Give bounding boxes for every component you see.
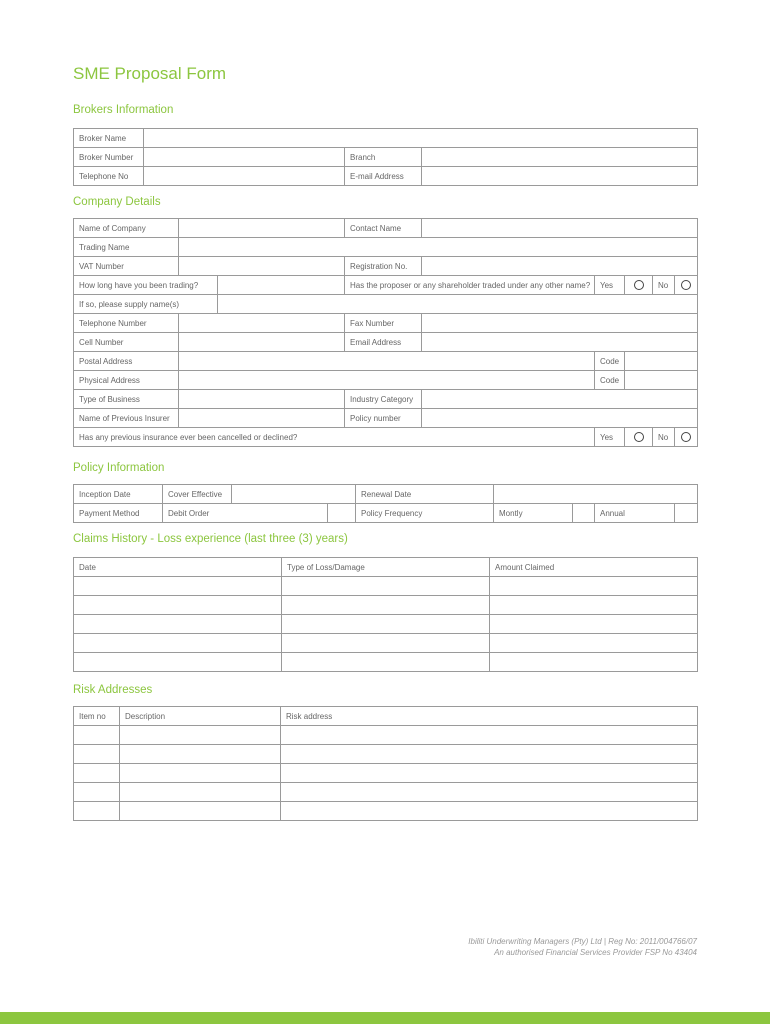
trading-name-label: Trading Name: [74, 238, 179, 257]
renewal-date-field[interactable]: [494, 485, 698, 504]
postal-code-field[interactable]: [625, 352, 698, 371]
description-cell[interactable]: [120, 764, 281, 783]
registration-no-label: Registration No.: [345, 257, 422, 276]
company-email-label: Email Address: [345, 333, 422, 352]
cell-number-label: Cell Number: [74, 333, 179, 352]
claims-table: [73, 557, 698, 672]
cancelled-yes-radio[interactable]: [625, 428, 653, 447]
branch-field[interactable]: [422, 148, 698, 167]
claims-header-row: [74, 558, 698, 577]
table-row: [74, 653, 698, 672]
annual-checkbox[interactable]: [675, 504, 698, 523]
vat-number-field[interactable]: [179, 257, 345, 276]
item-no-cell[interactable]: [74, 802, 120, 821]
payment-method-label: Payment Method: [74, 504, 163, 523]
traded-other-yes-radio[interactable]: [625, 276, 653, 295]
policy-number-label: Policy number: [345, 409, 422, 428]
physical-code-field[interactable]: [625, 371, 698, 390]
industry-category-field[interactable]: [422, 390, 698, 409]
radio-circle-icon: [681, 432, 691, 442]
traded-other-yes-label: Yes: [595, 276, 625, 295]
claim-type-cell[interactable]: [282, 596, 490, 615]
claims-column-header: Date: [74, 558, 282, 577]
item-no-cell[interactable]: [74, 726, 120, 745]
claim-date-cell[interactable]: [74, 615, 282, 634]
risk-column-header: Item no: [74, 707, 120, 726]
company-name-field[interactable]: [179, 219, 345, 238]
broker-number-field[interactable]: [144, 148, 345, 167]
item-no-cell[interactable]: [74, 783, 120, 802]
risk-column-header: Description: [120, 707, 281, 726]
table-row: [74, 764, 698, 783]
claims-column-header: Type of Loss/Damage: [282, 558, 490, 577]
company-name-label: Name of Company: [74, 219, 179, 238]
previous-insurer-field[interactable]: [179, 409, 345, 428]
broker-email-field[interactable]: [422, 167, 698, 186]
item-no-cell[interactable]: [74, 745, 120, 764]
table-row: [74, 596, 698, 615]
claim-amount-cell[interactable]: [490, 653, 698, 672]
risk-address-cell[interactable]: [281, 726, 698, 745]
page-title: SME Proposal Form: [73, 64, 227, 83]
debit-order-checkbox[interactable]: [328, 504, 356, 523]
risk-table: [73, 706, 698, 821]
policy-frequency-label: Policy Frequency: [356, 504, 494, 523]
radio-circle-icon: [681, 280, 691, 290]
cover-effective-field[interactable]: [232, 485, 356, 504]
company-table: [73, 218, 698, 447]
risk-address-cell[interactable]: [281, 764, 698, 783]
vat-number-label: VAT Number: [74, 257, 179, 276]
claim-amount-cell[interactable]: [490, 634, 698, 653]
description-cell[interactable]: [120, 783, 281, 802]
claim-date-cell[interactable]: [74, 577, 282, 596]
insurance-cancelled-label: Has any previous insurance ever been cancelled or declined?: [74, 428, 595, 447]
registration-no-field[interactable]: [422, 257, 698, 276]
broker-telephone-label: Telephone No: [74, 167, 144, 186]
claim-type-cell[interactable]: [282, 634, 490, 653]
risk-section-heading: Risk Addresses: [73, 684, 153, 696]
annual-label: Annual: [595, 504, 675, 523]
risk-address-cell[interactable]: [281, 802, 698, 821]
postal-address-label: Postal Address: [74, 352, 179, 371]
monthly-checkbox[interactable]: [573, 504, 595, 523]
supply-names-field[interactable]: [218, 295, 698, 314]
postal-code-label: Code: [595, 352, 625, 371]
broker-email-label: E-mail Address: [345, 167, 422, 186]
physical-address-field[interactable]: [179, 371, 595, 390]
contact-name-label: Contact Name: [345, 219, 422, 238]
traded-other-name-label: Has the proposer or any shareholder traded under any other name?: [345, 276, 595, 295]
cancelled-no-radio[interactable]: [675, 428, 698, 447]
company-telephone-field[interactable]: [179, 314, 345, 333]
table-row: [74, 745, 698, 764]
cancelled-yes-label: Yes: [595, 428, 625, 447]
policy-table: [73, 484, 698, 523]
claims-column-header: Amount Claimed: [490, 558, 698, 577]
inception-date-label: Inception Date: [74, 485, 163, 504]
description-cell[interactable]: [120, 726, 281, 745]
postal-address-field[interactable]: [179, 352, 595, 371]
claim-date-cell[interactable]: [74, 596, 282, 615]
brokers-section-heading: Brokers Information: [73, 104, 174, 116]
table-row: [74, 615, 698, 634]
trading-duration-label: How long have you been trading?: [74, 276, 218, 295]
claim-date-cell[interactable]: [74, 653, 282, 672]
fax-number-label: Fax Number: [345, 314, 422, 333]
physical-address-label: Physical Address: [74, 371, 179, 390]
fax-number-field[interactable]: [422, 314, 698, 333]
renewal-date-label: Renewal Date: [356, 485, 494, 504]
table-row: [74, 802, 698, 821]
claims-section-heading: Claims History - Loss experience (last three (3) years): [73, 533, 348, 545]
industry-category-label: Industry Category: [345, 390, 422, 409]
footer: [468, 936, 697, 958]
company-section-heading: Company Details: [73, 196, 161, 208]
description-cell[interactable]: [120, 745, 281, 764]
table-row: [74, 634, 698, 653]
claim-amount-cell[interactable]: [490, 577, 698, 596]
monthly-label: Montly: [494, 504, 573, 523]
cell-number-field[interactable]: [179, 333, 345, 352]
table-row: [74, 577, 698, 596]
broker-number-label: Broker Number: [74, 148, 144, 167]
claim-date-cell[interactable]: [74, 634, 282, 653]
claim-type-cell[interactable]: [282, 615, 490, 634]
brokers-table: [73, 128, 698, 186]
company-telephone-label: Telephone Number: [74, 314, 179, 333]
broker-name-field[interactable]: [144, 129, 698, 148]
footer-fsp-line: An authorised Financial Services Provider FSP No 43404: [494, 948, 697, 957]
broker-telephone-field[interactable]: [144, 167, 345, 186]
footer-company-line: Ibiliti Underwriting Managers (Pty) Ltd | Reg No: 2011/004766/07: [468, 937, 697, 946]
traded-other-no-radio[interactable]: [675, 276, 698, 295]
branch-label: Branch: [345, 148, 422, 167]
contact-name-field[interactable]: [422, 219, 698, 238]
claim-amount-cell[interactable]: [490, 596, 698, 615]
broker-name-label: Broker Name: [74, 129, 144, 148]
risk-column-header: Risk address: [281, 707, 698, 726]
traded-other-no-label: No: [653, 276, 675, 295]
radio-circle-icon: [634, 432, 644, 442]
table-row: [74, 726, 698, 745]
table-row: [74, 783, 698, 802]
risk-header-row: [74, 707, 698, 726]
cover-effective-label: Cover Effective: [163, 485, 232, 504]
policy-number-field[interactable]: [422, 409, 698, 428]
trading-name-field[interactable]: [179, 238, 698, 257]
policy-section-heading: Policy Information: [73, 462, 165, 474]
risk-address-cell[interactable]: [281, 745, 698, 764]
claim-type-cell[interactable]: [282, 577, 490, 596]
item-no-cell[interactable]: [74, 764, 120, 783]
business-type-field[interactable]: [179, 390, 345, 409]
company-email-field[interactable]: [422, 333, 698, 352]
physical-code-label: Code: [595, 371, 625, 390]
claim-type-cell[interactable]: [282, 653, 490, 672]
risk-address-cell[interactable]: [281, 783, 698, 802]
bottom-accent-bar: [0, 1012, 770, 1024]
description-cell[interactable]: [120, 802, 281, 821]
radio-circle-icon: [634, 280, 644, 290]
debit-order-label: Debit Order: [163, 504, 328, 523]
cancelled-no-label: No: [653, 428, 675, 447]
previous-insurer-label: Name of Previous Insurer: [74, 409, 179, 428]
business-type-label: Type of Business: [74, 390, 179, 409]
trading-duration-field[interactable]: [218, 276, 345, 295]
supply-names-label: If so, please supply name(s): [74, 295, 218, 314]
claim-amount-cell[interactable]: [490, 615, 698, 634]
